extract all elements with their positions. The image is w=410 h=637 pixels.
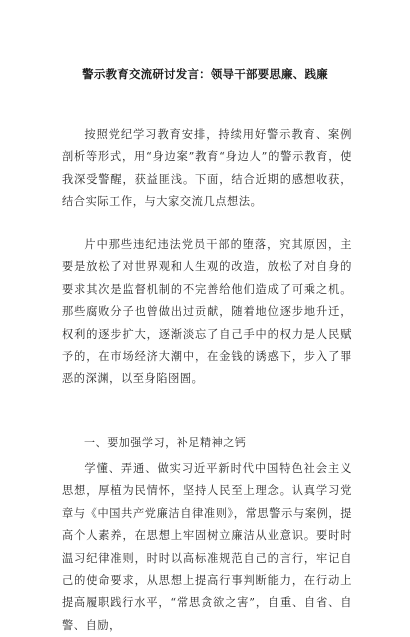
paragraph-1: 按照党纪学习教育安排，持续用好警示教育、案例剖析等形式，用“身边案”教育“身边人”的警示教育，使我深受警醒，获益匪浅。下面，结合近期的感想收获，结合实际工作，与大家交流几点想法。 xyxy=(62,128,352,209)
section-heading: 一、要加强学习，补足精神之钙 xyxy=(84,436,247,449)
paragraph-2: 片中那些违纪违法党员干部的堕落，究其原因，主要是放松了对世界观和人生观的改造，放松了对自身的要求其次是监督机制的不完善给他们造成了可乘之机。那些腐败分子也曾做出过贡献，随着地位逐步地升迁，权利的逐步扩大，逐渐淡忘了自己手中的权力是人民赋予的，在市场经济大潮中，在金钱的诱惑下，步入了罪恶的深渊，以至身陷囹圄。 xyxy=(62,238,352,386)
document-title: 警示教育交流研讨发言：领导干部要思廉、践廉 xyxy=(82,67,328,81)
section-paragraph: 学懂、弄通、做实习近平新时代中国特色社会主义思想，厚植为民情怀，坚持人民至上理念。认真学习党章与《中国共产党廉洁自律准则》，常思警示与案例，提高个人素养，在思想上牢固树立廉洁从业意识。要时时温习纪律准则，时时以高标准规范自己的言行，牢记自己的使命要求，从思想上提高行事判断能力，在行动上提高履职践行水平，“常思贪欲之害”，自重、自省、自警、自励， xyxy=(62,462,352,632)
